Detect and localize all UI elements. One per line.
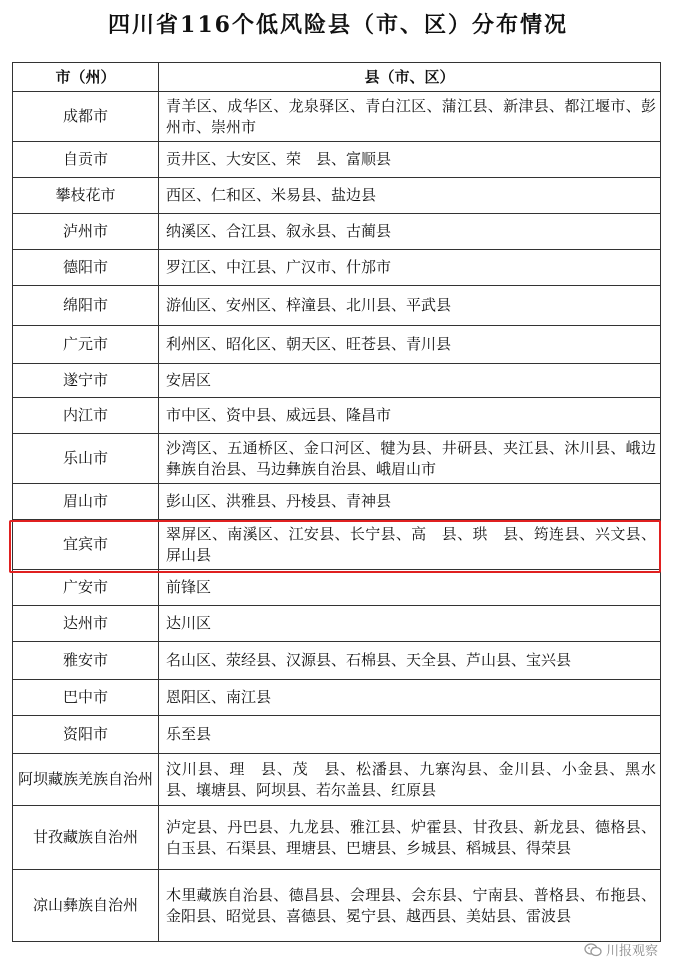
city-cell: 宜宾市 <box>13 520 159 570</box>
table-row <box>13 286 661 326</box>
table-row <box>13 870 661 942</box>
county-table <box>12 62 661 942</box>
counties-cell: 贡井区、大安区、荣 县、富顺县 <box>159 142 661 178</box>
table-row <box>13 716 661 754</box>
city-cell: 广安市 <box>13 570 159 606</box>
table-row <box>13 92 661 142</box>
counties-cell: 汶川县、理 县、茂 县、松潘县、九寨沟县、金川县、小金县、黑水县、壤塘县、阿坝县、若尔盖县、红原县 <box>159 754 661 806</box>
counties-cell: 彭山区、洪雅县、丹棱县、青神县 <box>159 484 661 520</box>
counties-cell: 乐至县 <box>159 716 661 754</box>
table-row <box>13 642 661 680</box>
city-cell: 乐山市 <box>13 434 159 484</box>
city-cell: 阿坝藏族羌族自治州 <box>13 754 159 806</box>
watermark-text: 川报观察 <box>605 944 658 959</box>
table-row <box>13 398 661 434</box>
table-row <box>13 178 661 214</box>
counties-cell: 安居区 <box>159 364 661 398</box>
table-row <box>13 606 661 642</box>
city-cell: 攀枝花市 <box>13 178 159 214</box>
table-row <box>13 214 661 250</box>
table-row <box>13 250 661 286</box>
city-cell: 凉山彝族自治州 <box>13 870 159 942</box>
counties-cell: 沙湾区、五通桥区、金口河区、犍为县、井研县、夹江县、沐川县、峨边彝族自治县、马边彝族自治县、峨眉山市 <box>159 434 661 484</box>
city-cell: 眉山市 <box>13 484 159 520</box>
wechat-icon <box>584 943 602 957</box>
table-row <box>13 570 661 606</box>
city-cell: 甘孜藏族自治州 <box>13 806 159 870</box>
counties-cell: 游仙区、安州区、梓潼县、北川县、平武县 <box>159 286 661 326</box>
table-row <box>13 806 661 870</box>
counties-cell: 市中区、资中县、威远县、隆昌市 <box>159 398 661 434</box>
page-title: 四川省116个低风险县（市、区）分布情况 <box>108 12 568 38</box>
city-cell: 自贡市 <box>13 142 159 178</box>
counties-cell: 利州区、昭化区、朝天区、旺苍县、青川县 <box>159 326 661 364</box>
counties-cell: 泸定县、丹巴县、九龙县、雅江县、炉霍县、甘孜县、新龙县、德格县、白玉县、石渠县、理塘县、巴塘县、乡城县、稻城县、得荣县 <box>159 806 661 870</box>
counties-cell: 翠屏区、南溪区、江安县、长宁县、高 县、珙 县、筠连县、兴文县、屏山县 <box>159 520 661 570</box>
counties-cell: 名山区、荥经县、汉源县、石棉县、天全县、芦山县、宝兴县 <box>159 642 661 680</box>
table-row <box>13 754 661 806</box>
header-city: 市（州） <box>13 63 159 92</box>
table-row <box>13 680 661 716</box>
city-cell: 德阳市 <box>13 250 159 286</box>
city-cell: 达州市 <box>13 606 159 642</box>
counties-cell: 青羊区、成华区、龙泉驿区、青白江区、蒲江县、新津县、都江堰市、彭州市、崇州市 <box>159 92 661 142</box>
city-cell: 遂宁市 <box>13 364 159 398</box>
counties-cell: 木里藏族自治县、德昌县、会理县、会东县、宁南县、普格县、布拖县、金阳县、昭觉县、喜德县、冕宁县、越西县、美姑县、雷波县 <box>159 870 661 942</box>
city-cell: 雅安市 <box>13 642 159 680</box>
watermark <box>584 940 658 959</box>
table-row <box>13 484 661 520</box>
city-cell: 资阳市 <box>13 716 159 754</box>
table-row <box>13 434 661 484</box>
city-cell: 内江市 <box>13 398 159 434</box>
table-row <box>13 142 661 178</box>
city-cell: 成都市 <box>13 92 159 142</box>
counties-cell: 达川区 <box>159 606 661 642</box>
table-row <box>13 364 661 398</box>
city-cell: 巴中市 <box>13 680 159 716</box>
counties-cell: 罗江区、中江县、广汉市、什邡市 <box>159 250 661 286</box>
counties-cell: 纳溪区、合江县、叙永县、古蔺县 <box>159 214 661 250</box>
header-counties: 县（市、区） <box>159 63 661 92</box>
city-cell: 广元市 <box>13 326 159 364</box>
counties-cell: 西区、仁和区、米易县、盐边县 <box>159 178 661 214</box>
counties-cell: 前锋区 <box>159 570 661 606</box>
table-row <box>13 326 661 364</box>
city-cell: 绵阳市 <box>13 286 159 326</box>
table-row <box>13 520 661 570</box>
counties-cell: 恩阳区、南江县 <box>159 680 661 716</box>
city-cell: 泸州市 <box>13 214 159 250</box>
table-header-row <box>13 63 661 92</box>
